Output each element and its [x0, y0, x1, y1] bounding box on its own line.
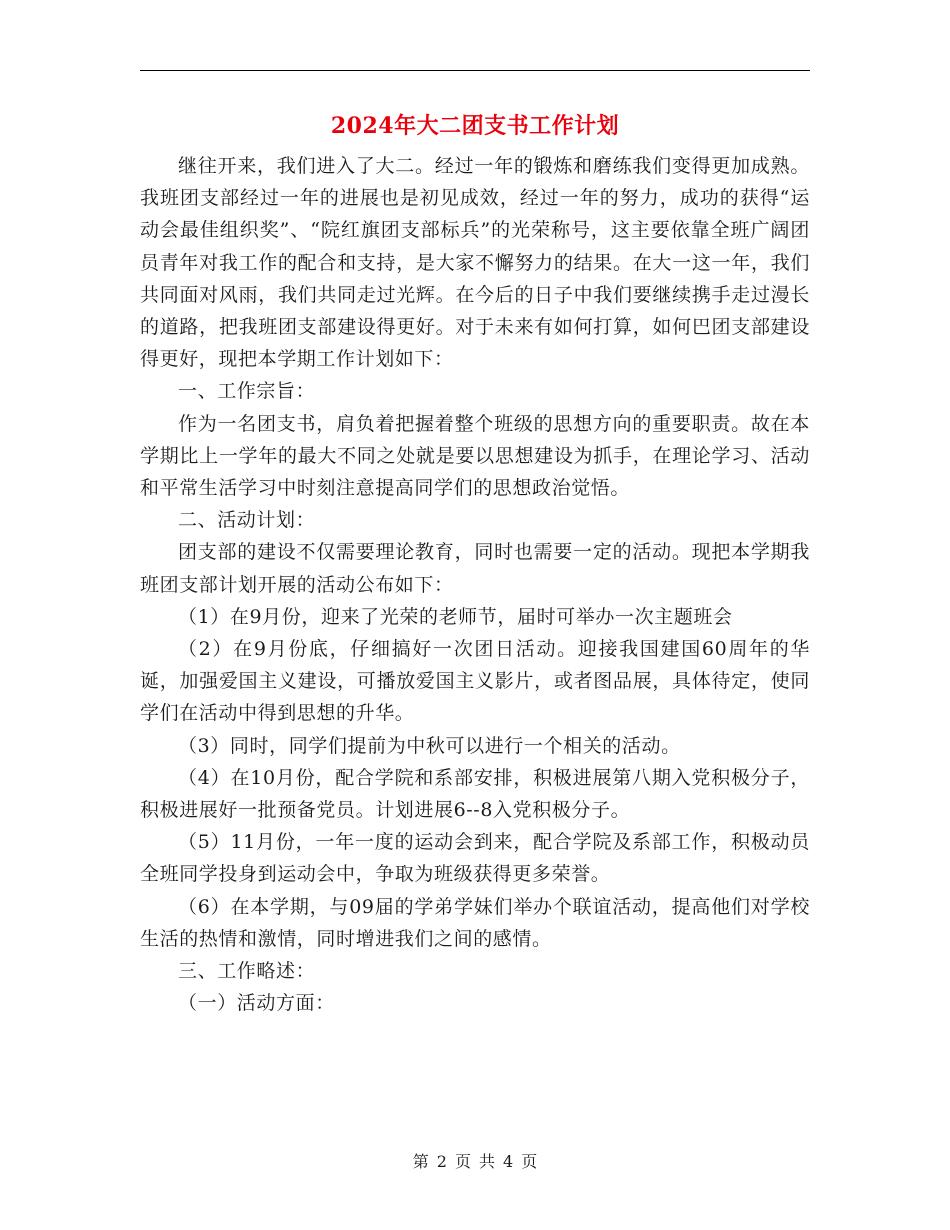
- page-footer: [140, 1150, 810, 1174]
- footer-suffix: 页: [521, 1152, 538, 1171]
- heading-activity-plan: 二、活动计划：: [178, 509, 316, 532]
- paragraph-intro: 继往开来，我们进入了大二。经过一年的锻炼和磨练我们变得更加成熟。我班团支部经过一年的进展也是初见成效，经过一年的努力，成功的获得“运动会最佳组织奖”、“院红旗团支部标兵”的光荣称号，这主要依靠全班广阔团员青年对我工作的配合和支持，是大家不懈努力的结果。在大一这一年，我们共同面对风雨，我们共同走过光辉。在今后的日子中我们要继续携手走过漫长的道路，把我班团支部建设得更好。对于未来有如何打算，如何巴团支部建设得更好，现把本学期工作计划如下：: [140, 155, 810, 371]
- list-item-activity-3: （3）同时，同学们提前为中秋可以进行一个相关的活动。: [178, 734, 681, 757]
- paragraph-activity-intro: 团支部的建设不仅需要理论教育，同时也需要一定的活动。现把本学期我班团支部计划开展的活动公布如下：: [140, 541, 810, 596]
- heading-work-summary: 三、工作略述：: [178, 960, 316, 983]
- footer-total-pages: 4: [503, 1152, 514, 1171]
- document-body: [140, 150, 810, 1019]
- subheading-activities: （一）活动方面：: [178, 992, 335, 1015]
- footer-prefix: 第: [412, 1152, 429, 1171]
- header-rule: [140, 70, 810, 71]
- list-item-activity-5: （5）11月份，一年一度的运动会到来，配合学院及系部工作，积极动员全班同学投身到运动会中，争取为班级获得更多荣誉。: [140, 831, 810, 886]
- footer-page-word: 页: [454, 1152, 471, 1171]
- list-item-activity-4: （4）在10月份，配合学院和系部安排，积极进展第八期入党积极分子，积极进展好一批预备党员。计划进展6--8入党积极分子。: [140, 766, 810, 822]
- footer-current-page: 2: [436, 1152, 447, 1171]
- list-item-activity-2: （2）在9月份底，仔细搞好一次团日活动。迎接我国建国60周年的华诞，加强爱国主义建设，可播放爱国主义影片，或者图品展，具体待定，使同学们在活动中得到思想的升华。: [140, 638, 810, 725]
- paragraph-purpose: 作为一名团支书，肩负着把握着整个班级的思想方向的重要职责。故在本学期比上一学年的最大不同之处就是要以思想建设为抓手，在理论学习、活动和平常生活学习中时刻注意提高同学们的思想政治觉悟。: [140, 412, 810, 500]
- heading-purpose: 一、工作宗旨：: [178, 380, 316, 403]
- document-title: 2024年大二团支书工作计划: [330, 113, 620, 139]
- list-item-activity-6: （6）在本学期，与09届的学弟学妹们举办个联谊活动，提高他们对学校生活的热情和激情，同时增进我们之间的感情。: [140, 895, 810, 950]
- footer-total-word: 共: [479, 1152, 496, 1171]
- list-item-activity-1: （1）在9月份，迎来了光荣的老师节，届时可举办一次主题班会: [178, 605, 733, 628]
